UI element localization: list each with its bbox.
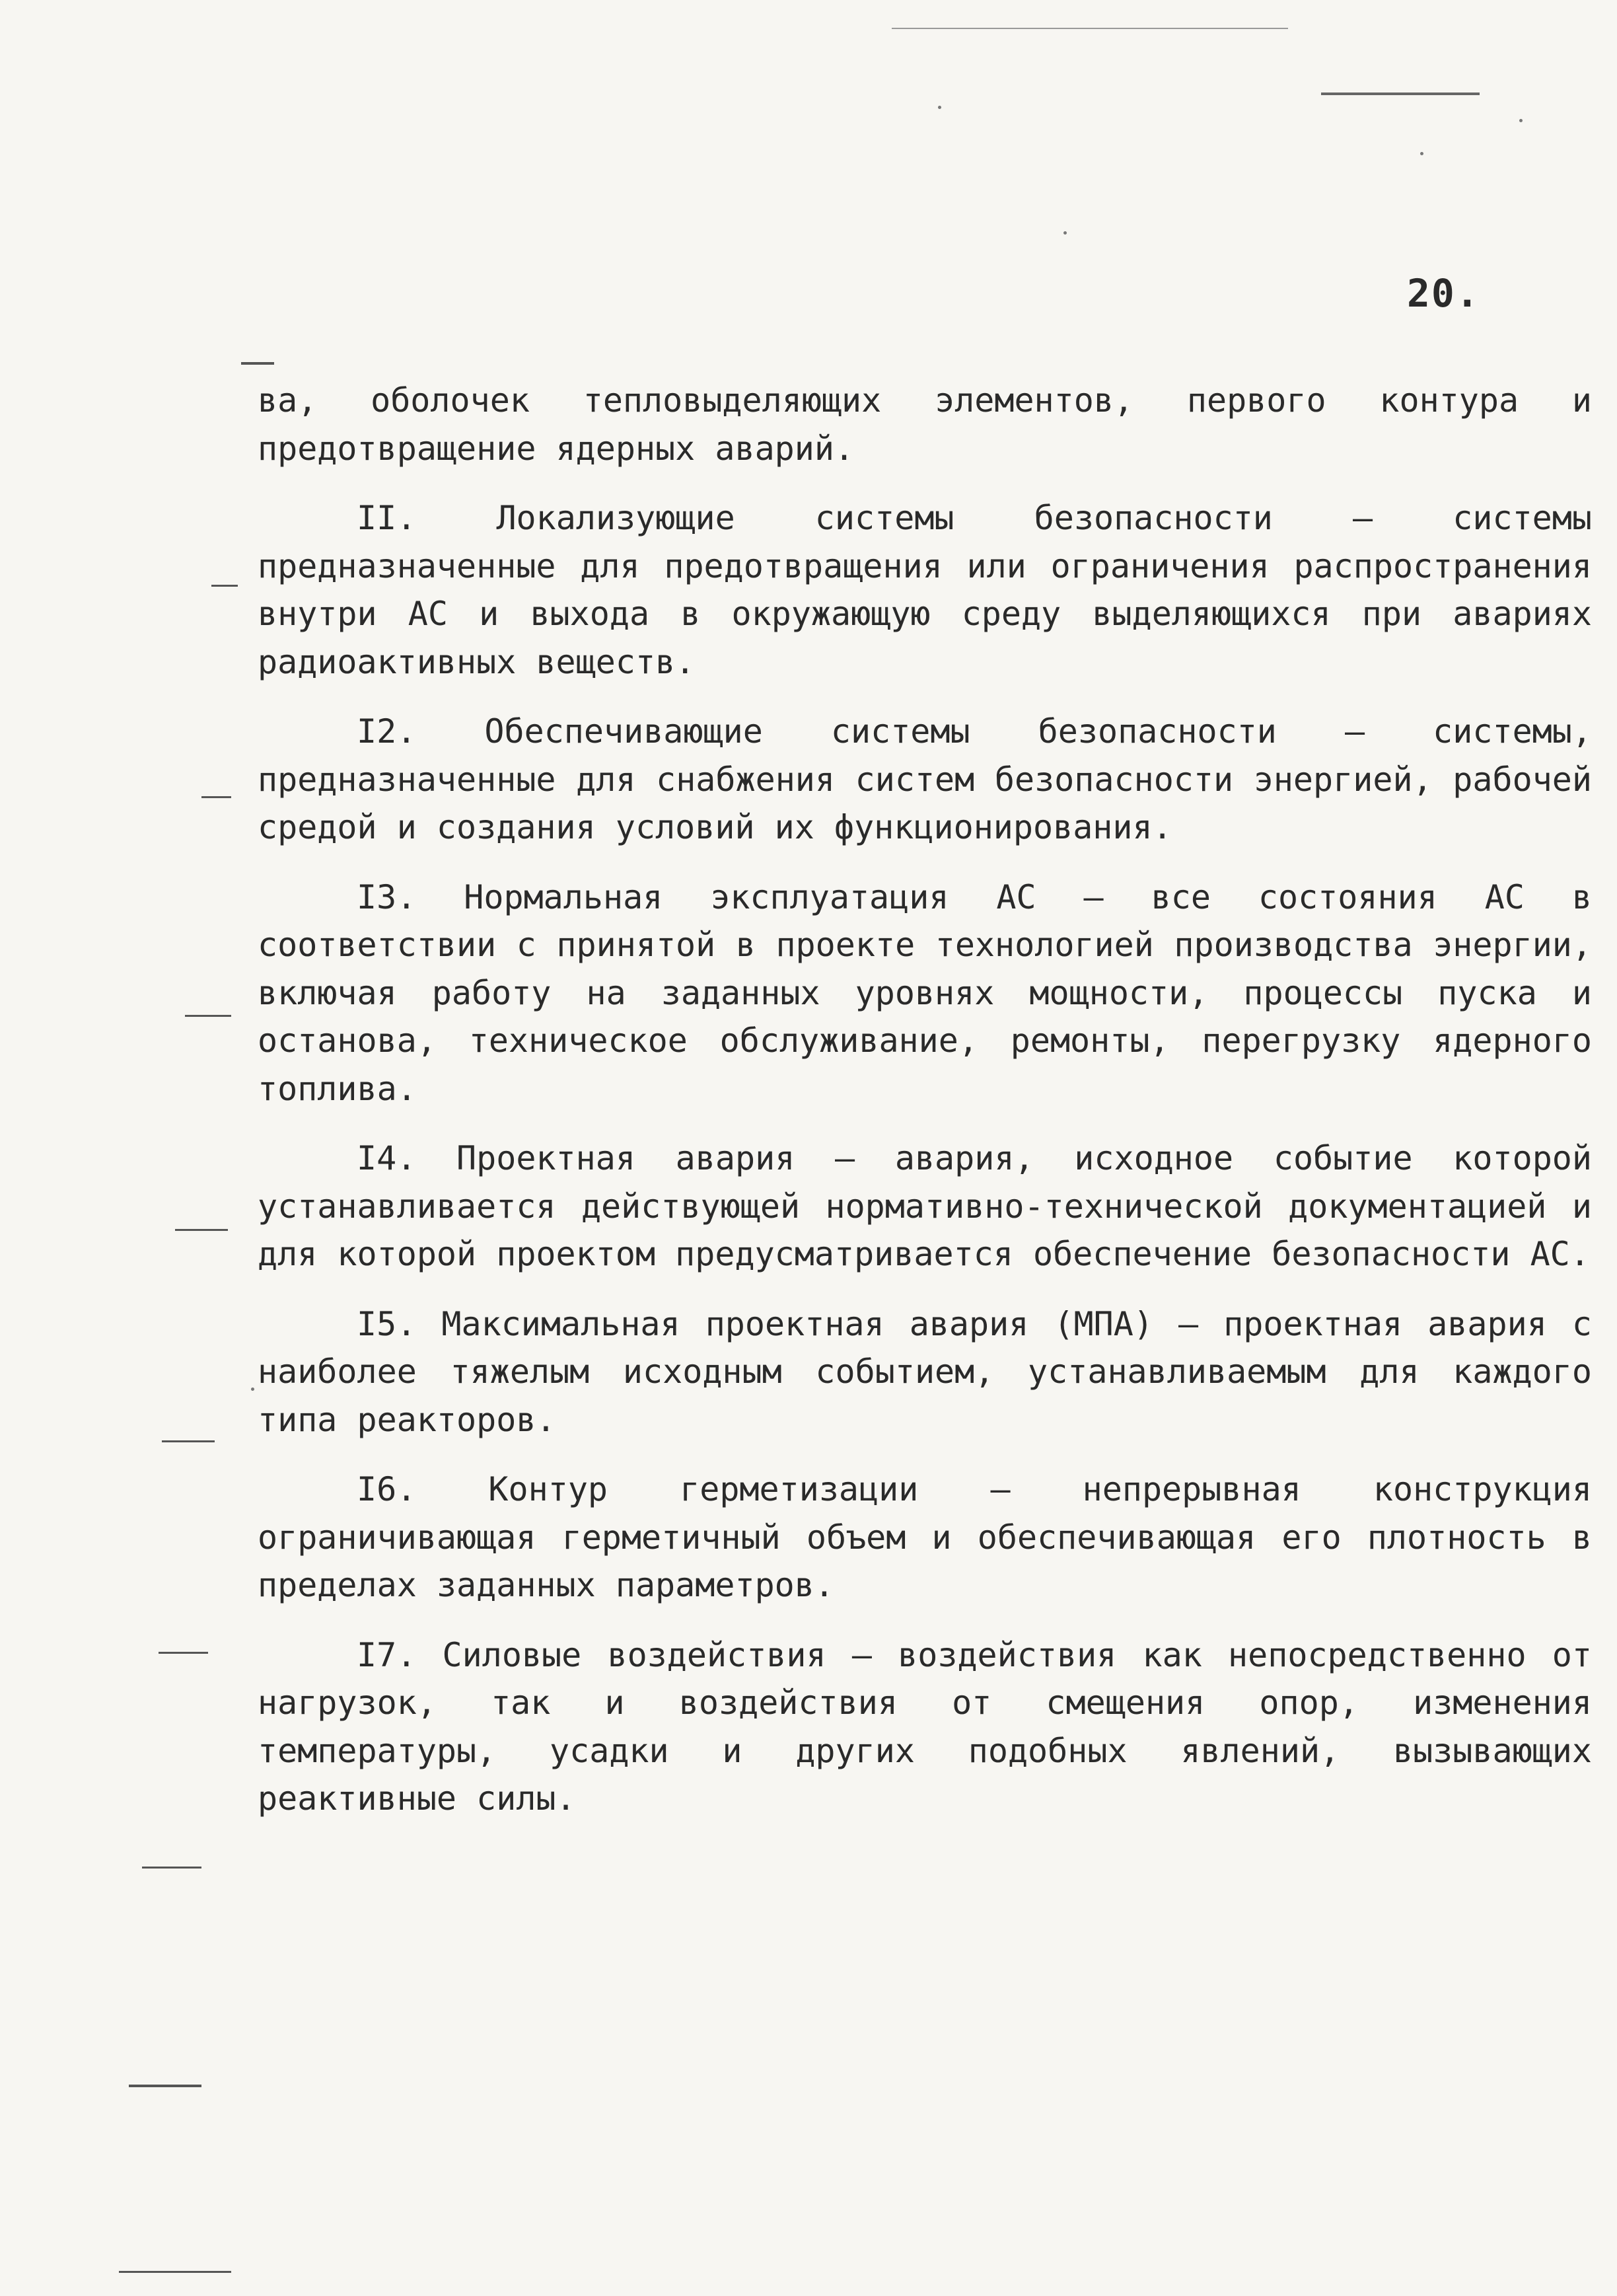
paragraph-item-17: I7. Силовые воздействия – воздействия как непосредственно от нагрузок, так и воздействия от смещения опор, изменения температуры, усадки и других подобных явлений, вызывающих реактивные силы. (258, 1635, 1592, 1818)
scan-speck (1519, 119, 1523, 122)
scan-mark (142, 1867, 201, 1869)
paragraph-item-12: I2. Обеспечивающие системы безопасности – системы, предназначенные для снабжения систем безопасности энергией, рабочей средой и создания условий их функционирования. (258, 712, 1592, 846)
paragraph-item-13: I3. Нормальная эксплуатация АС – все состояния АС в соответствии с принятой в проекте технологией производства энергии, включая работу на заданных уровнях мощности, процессы пуска и останова, техническое обслуживание, ремонты, перегрузку ядерного топлива. (258, 877, 1592, 1108)
scan-mark (211, 585, 238, 587)
scan-mark (201, 796, 231, 798)
paragraph-item-16: I6. Контур герметизации – непрерывная конструкция ограничивающая герметичный объем и обеспечивающая его плотность в пределах заданных параметров. (258, 1470, 1592, 1604)
scan-mark (129, 2085, 201, 2087)
paragraph-item-11: II. Локализующие системы безопасности – системы предназначенные для предотвращения или ограничения распространения внутри АС и выхода в окружающую среду выделяющихся при авариях радиоактивных веществ. (258, 499, 1592, 681)
paragraph-item-14: I4. Проектная авария – авария, исходное событие которой устанавливается действующей нормативно-технической документацией и для которой проектом предусматривается обеспечение безопасности АС. (258, 1139, 1592, 1273)
scan-mark (159, 1652, 208, 1654)
page-number: 20. (1407, 271, 1480, 316)
body-text (258, 377, 1592, 1845)
scan-speck (1420, 152, 1423, 155)
scan-mark (119, 2271, 231, 2273)
paragraph-item-15: I5. Максимальная проектная авария (МПА) – проектная авария с наиболее тяжелым исходным событием, устанавливаемым для каждого типа реакторов. (258, 1304, 1592, 1439)
scan-speck (938, 106, 941, 109)
scan-mark (241, 362, 274, 365)
scan-mark (175, 1229, 228, 1231)
paragraph-continuation: ва, оболочек тепловыделяющих элементов, первого контура и предотвращение ядерных аварий. (258, 381, 1592, 468)
scan-speck (1063, 231, 1067, 235)
scan-speck (251, 1388, 254, 1391)
scan-mark (185, 1015, 231, 1017)
scan-mark (162, 1440, 215, 1442)
scan-mark (892, 28, 1288, 29)
scan-mark (1321, 93, 1480, 95)
